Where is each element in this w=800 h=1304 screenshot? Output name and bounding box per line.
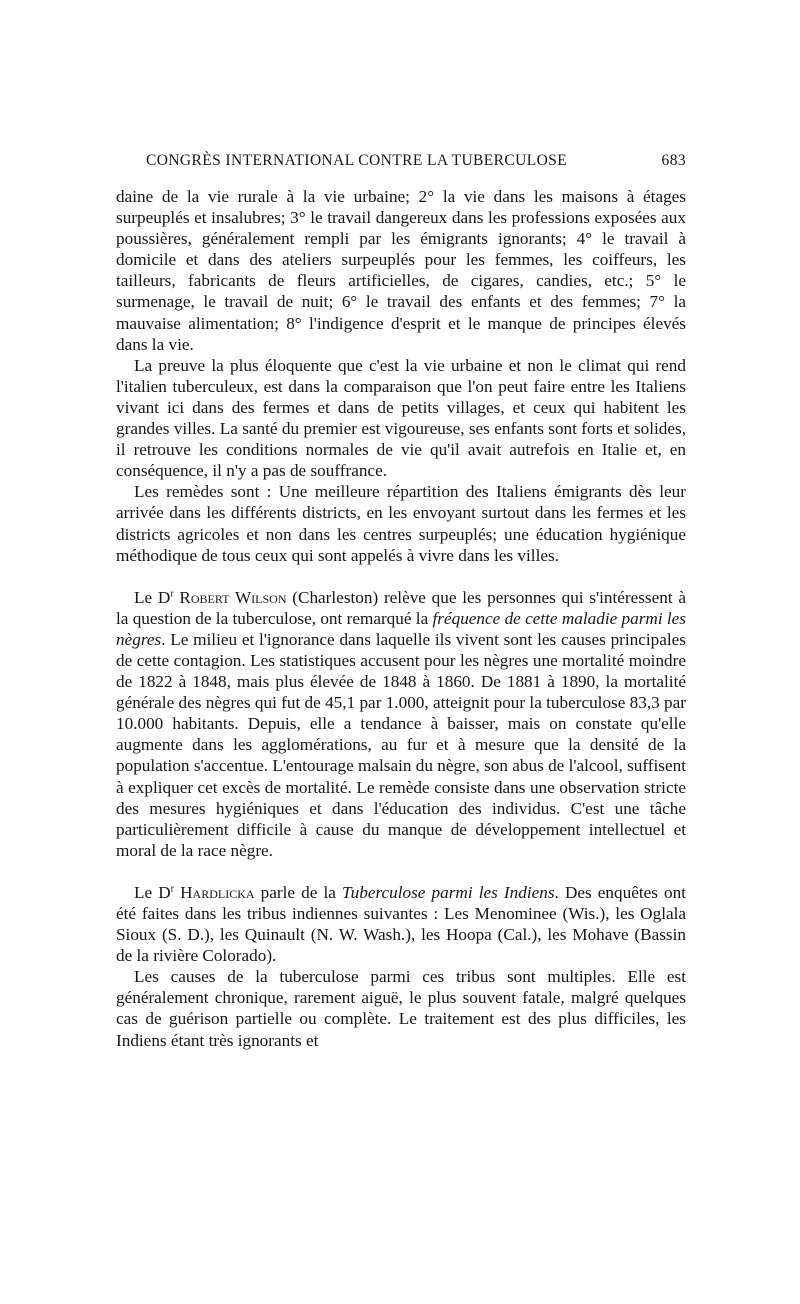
wilson-lead: Le D <box>134 587 171 607</box>
wilson-rest: . Le milieu et l'ignorance dans laquelle ils vivent sont les causes principales de cette contagion. Les statistiques accusent pour les nègres une mortalité moindre de 1822 à 1848, mais plus élevée de 1848 à 1860. De 1881 à 1890, la mortalité générale des nègres qui fut de 45,1 par 1.000, atteignit pour la tuberculose 83,3 par 10.000 habitants. Depuis, elle a tendance à baisser, mais on constate qu'elle augmente dans les agglomérations, au fur et à mesure que la densité de la population s'accentue. L'entourage malsain du nègre, son abus de l'alcool, suffisent à expliquer cet excès de mortalité. Le remède consiste dans une observation stricte des mesures hygiéniques et dans l'éducation des individus. C'est une tâche particulièrement difficile à cause du manque de développement intellectuel et moral de la race nègre. <box>116 629 686 860</box>
wilson-after-name: (Charleston) relève que les personnes qui s'intéressent à la question de la tuberculose, ont remarqué la <box>116 587 687 628</box>
paragraph-continuation: daine de la vie rurale à la vie urbaine; 2° la vie dans les maisons à étages surpeuplés et insalubres; 3° le travail dangereux dans les professions exposées aux poussières, généralement rempli par les émigrants ignorants; 4° le travail à domicile et dans des ateliers surpeuplés pour les femmes, les coiffeurs, les tailleurs, fabricants de fleurs artificielles, de cigares, candies, etc.; 5° le surmenage, le travail de nuit; 6° le travail des enfants et des femmes; 7° la mauvaise alimentation; 8° l'indigence d'esprit et le manque de principes élevés dans la vie. <box>116 187 686 354</box>
hardlicka-after-name: parle de la <box>254 882 343 902</box>
book-page <box>116 152 686 1051</box>
paragraph-remedies: Les remèdes sont : Une meilleure répartition des Italiens émigrants dès leur arrivée dans les différents districts, en les envoyant surtout dans les fermes et les districts agricoles et non dans les centres surpeuplés; une éducation hygiénique méthodique de tous ceux qui sont appelés à vivre dans les villes. <box>116 482 686 565</box>
hardlicka-title-sup: r <box>170 883 175 895</box>
paragraph-hardlicka <box>116 882 686 966</box>
page-number: 683 <box>661 152 686 169</box>
running-head <box>116 152 686 176</box>
paragraph-causes: Les causes de la tuberculose parmi ces tribus sont multiples. Elle est généralement chronique, rarement aiguë, le plus souvent fatale, malgré quelques cas de guérison partielle ou complète. Le traitement est des plus difficiles, les Indiens étant très ignorants et <box>116 967 686 1050</box>
wilson-title-sup: r <box>170 587 174 599</box>
wilson-italic-topic: fréquence de cette maladie parmi les nègres <box>116 608 686 649</box>
hardlicka-lead: Le D <box>134 882 171 902</box>
author-name-wilson: Robert Wilson <box>179 587 287 607</box>
hardlicka-italic-topic: Tuberculose parmi les Indiens <box>342 882 555 902</box>
running-title: CONGRÈS INTERNATIONAL CONTRE LA TUBERCULOSE <box>146 152 568 169</box>
paragraph-urban-life: La preuve la plus éloquente que c'est la vie urbaine et non le climat qui rend l'italien tuberculeux, est dans la comparaison que l'on peut faire entre les Italiens vivant ici dans des fermes et dans de petits villages, et ceux qui habitent les grandes villes. La santé du premier est vigoureuse, ses enfants sont forts et solides, il retrouve les conditions normales de vie qu'il avait autrefois en Italie et, en conséquence, il n'y a pas de souffrance. <box>116 355 686 481</box>
paragraph-wilson <box>116 587 686 861</box>
author-name-hardlicka: Hardlicka <box>180 882 255 902</box>
hardlicka-rest: . Des enquêtes ont été faites dans les tribus indiennes suivantes : Les Menominee (Wis.), les Oglala Sioux (S. D.), les Quinault (N. W. Wash.), les Hoopa (Cal.), les Mohave (Bassin de la rivière Colorado). <box>116 882 687 966</box>
